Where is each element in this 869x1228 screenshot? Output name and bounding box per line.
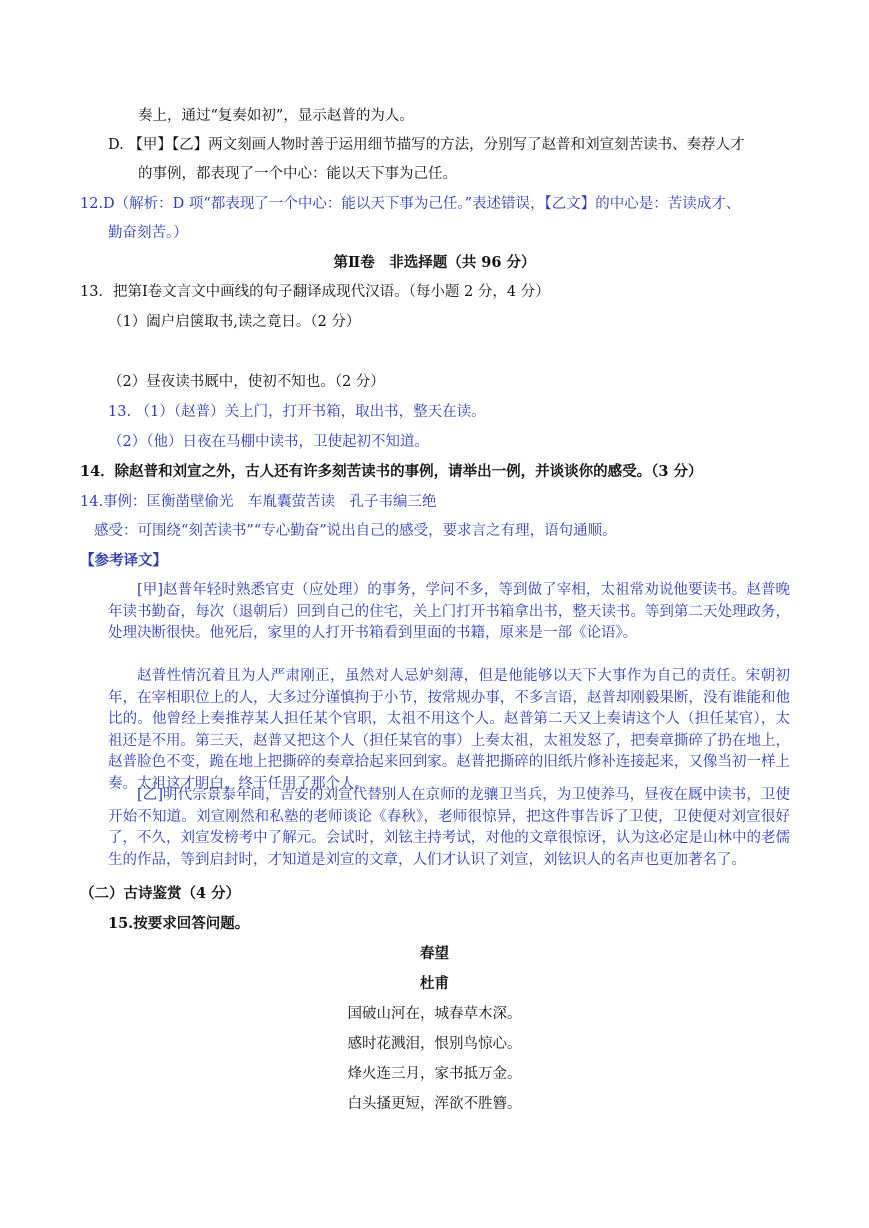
poem-verse: 感时花溅泪，恨别鸟惊心。	[347, 1036, 522, 1052]
translation-paragraph-yi: [乙]明代宗景泰年间，吉安的刘宣代替别人在京师的龙骧卫当兵，为卫使养马，昼夜在厩中读书，卫使开始不知道。刘宣刚然和私塾的老师谈论《春秋》，老师很惊异，把这件事告诉了卫使，卫使便对刘宣很好了，不久，刘宣发榜考中了解元。会试时，刘铉主持考试，对他的文章很惊讶，认为这必定是山林中的老儒生的作品，等到启封时，才知道是刘宣的文章，人们才认识了刘宣，刘铉识人的名声也更加著名了。	[108, 787, 790, 868]
poem-verse: 白头搔更短，浑欲不胜簪。	[347, 1096, 522, 1112]
question-15: 15.按要求回答问题。	[108, 915, 250, 932]
answer-12: 12.D（解析：D 项“都表现了一个中心：能以天下事为己任。”表述错误，【乙文】的中心是：苦读成才、	[80, 196, 741, 212]
reference-translation-heading: 【参考译文】	[80, 552, 167, 569]
option-d: D. 【甲】【乙】两文刻画人物时善于运用细节描写的方法，分别写了赵普和刘宣刻苦读书、奏荐人才	[108, 137, 745, 153]
poem-verse: 国破山河在，城春草木深。	[347, 1006, 522, 1022]
section-poetry-heading: （二）古诗鉴赏（4 分）	[80, 885, 241, 902]
option-d-continuation: 的事例，都表现了一个中心：能以天下事为己任。	[138, 166, 457, 182]
question-14: 14．除赵普和刘宣之外，古人还有许多刻苦读书的事例，请举出一例，并谈谈你的感受。（3 分）	[80, 463, 703, 480]
answer-14-examples: 14.事例：匡衡凿壁偷光 车胤囊萤苦读 孔子韦编三绝	[80, 494, 437, 510]
option-c-continuation: 奏上，通过“复奏如初”，显示赵普的为人。	[138, 108, 414, 124]
poem-verse: 烽火连三月，家书抵万金。	[347, 1066, 522, 1082]
section-heading: 第Ⅱ卷 非选择题（共 96 分）	[333, 254, 536, 271]
poem-title: 春望	[420, 945, 449, 962]
translation-paragraph-jia-1: [甲]赵普年轻时熟悉官吏（应处理）的事务，学问不多，等到做了宰相，太祖常劝说他要读书。赵普晚年读书勤奋，每次（退朝后）回到自己的住宅，关上门打开书箱拿出书，整天读书。等到第二天处理政务，处理决断很快。他死后，家里的人打开书箱看到里面的书籍，原来是一部《论语》。	[108, 582, 790, 642]
answer-14-feeling: 感受：可围绕“刻苦读书”“专心勤奋”说出自己的感受，要求言之有理，语句通顺。	[94, 523, 617, 539]
answer-12-continuation: 勤奋刻苦。）	[108, 225, 188, 241]
poem-author: 杜甫	[420, 975, 449, 992]
translation-paragraph-jia-2: 赵普性情沉着且为人严肃刚正，虽然对人忌妒刻薄，但是他能够以天下大事作为自己的责任。宋朝初年，在宰相职位上的人，大多过分谨慎拘于小节，按常规办事，不多言语，赵普却刚毅果断，没有谁能和他比的。他曾经上奏推荐某人担任某个官职，太祖不用这个人。赵普第二天又上奏请这个人（担任某官），太祖还是不用。第三天，赵普又把这个人（担任某官的事）上奏太祖，太祖发怒了，把奏章撕碎了扔在地上，赵普脸色不变，跪在地上把撕碎的奏章拾起来回到家。赵普把撕碎的旧纸片修补连接起来，又像当初一样上奏。太祖这才明白，终于任用了那个人。	[108, 668, 790, 792]
question-13: 13．把第Ⅰ卷文言文中画线的句子翻译成现代汉语。（每小题 2 分，4 分）	[80, 284, 550, 300]
question-13-item-2: （2）昼夜读书厩中，使初不知也。（2 分）	[108, 374, 385, 390]
answer-13-item-2: （2）（他）日夜在马棚中读书，卫使起初不知道。	[108, 434, 429, 450]
question-13-item-1: （1）阖户启箧取书,读之竟日。（2 分）	[108, 314, 361, 330]
answer-13-item-1: 13. （1）（赵普）关上门，打开书箱，取出书，整天在读。	[108, 404, 486, 420]
